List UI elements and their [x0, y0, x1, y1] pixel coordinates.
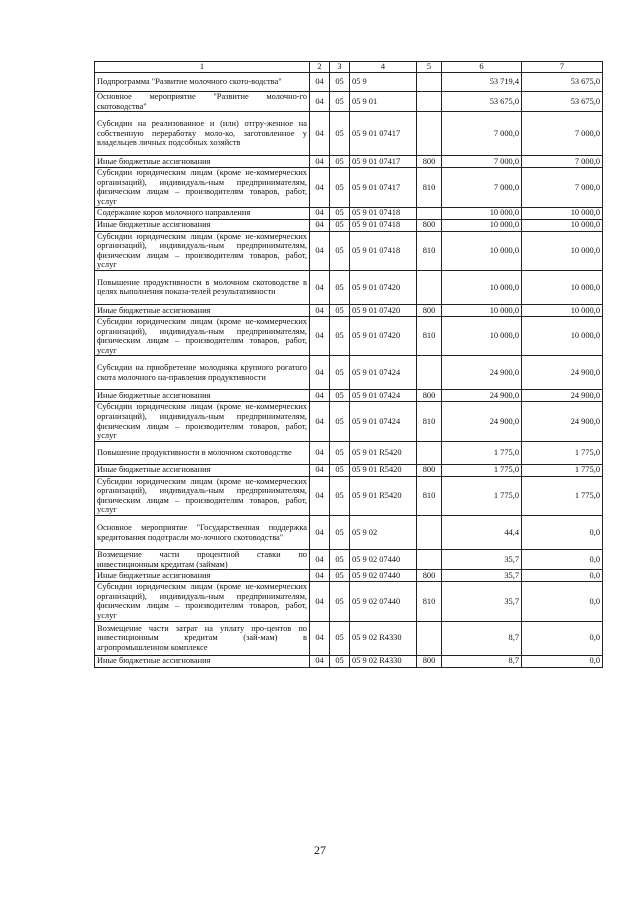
subsection-code: 05 [330, 73, 350, 92]
target-article-code: 05 9 01 07417 [350, 112, 417, 156]
section-code: 04 [310, 582, 330, 621]
section-code: 04 [310, 550, 330, 570]
expense-type-code [417, 112, 442, 156]
section-code: 04 [310, 92, 330, 112]
target-article-code: 05 9 01 [350, 92, 417, 112]
expense-type-code: 800 [417, 390, 442, 402]
amount-year-2: 10 000,0 [522, 270, 603, 304]
expense-type-code [417, 441, 442, 464]
amount-year-1: 10 000,0 [442, 219, 522, 231]
table-row [95, 231, 603, 270]
target-article-code: 05 9 01 07418 [350, 219, 417, 231]
expense-type-code: 810 [417, 316, 442, 355]
amount-year-2: 0,0 [522, 621, 603, 655]
amount-year-2: 0,0 [522, 550, 603, 570]
subsection-code: 05 [330, 441, 350, 464]
amount-year-2: 53 675,0 [522, 73, 603, 92]
table-row [95, 441, 603, 464]
item-name: Иные бюджетные ассигнования [95, 219, 310, 231]
target-article-code: 05 9 01 07424 [350, 402, 417, 441]
section-code: 04 [310, 156, 330, 168]
subsection-code: 05 [330, 304, 350, 316]
item-name: Иные бюджетные ассигнования [95, 156, 310, 168]
target-article-code: 05 9 01 07417 [350, 168, 417, 207]
table-row [95, 270, 603, 304]
subsection-code: 05 [330, 112, 350, 156]
amount-year-1: 24 900,0 [442, 390, 522, 402]
amount-year-1: 7 000,0 [442, 168, 522, 207]
target-article-code: 05 9 01 R5420 [350, 441, 417, 464]
expense-type-code [417, 621, 442, 655]
header-cell-2: 2 [310, 62, 330, 73]
amount-year-1: 8,7 [442, 621, 522, 655]
table-row [95, 582, 603, 621]
target-article-code: 05 9 01 07420 [350, 270, 417, 304]
amount-year-2: 0,0 [522, 582, 603, 621]
header-cell-4: 4 [350, 62, 417, 73]
table-row [95, 219, 603, 231]
item-name: Иные бюджетные ассигнования [95, 390, 310, 402]
amount-year-1: 24 900,0 [442, 402, 522, 441]
amount-year-1: 1 775,0 [442, 476, 522, 515]
subsection-code: 05 [330, 390, 350, 402]
amount-year-2: 7 000,0 [522, 112, 603, 156]
table-row [95, 464, 603, 476]
item-name: Повышение продуктивности в молочном скотоводстве в целях выполнения показа-телей результативности [95, 270, 310, 304]
amount-year-2: 0,0 [522, 655, 603, 667]
item-name: Возмещение части затрат на уплату про-центов по инвестиционным кредитам (зай-мам) в агропромышленном комплексе [95, 621, 310, 655]
item-name: Повышение продуктивности в молочном скотоводстве [95, 441, 310, 464]
section-code: 04 [310, 516, 330, 550]
header-cell-5: 5 [417, 62, 442, 73]
subsection-code: 05 [330, 156, 350, 168]
table-body [95, 62, 603, 668]
amount-year-1: 53 719,4 [442, 73, 522, 92]
expense-type-code [417, 550, 442, 570]
item-name: Основное мероприятие "Государственная поддержка кредитования подотрасли мо-лочного скотоводства" [95, 516, 310, 550]
expense-type-code: 810 [417, 476, 442, 515]
header-cell-6: 6 [442, 62, 522, 73]
amount-year-2: 0,0 [522, 570, 603, 582]
amount-year-2: 10 000,0 [522, 207, 603, 219]
table-row [95, 402, 603, 441]
subsection-code: 05 [330, 582, 350, 621]
amount-year-1: 1 775,0 [442, 441, 522, 464]
subsection-code: 05 [330, 270, 350, 304]
amount-year-1: 7 000,0 [442, 156, 522, 168]
section-code: 04 [310, 356, 330, 390]
subsection-code: 05 [330, 356, 350, 390]
amount-year-2: 0,0 [522, 516, 603, 550]
item-name: Субсидии юридическим лицам (кроме не-коммерческих организаций), индивидуаль-ным предпринимателям, физическим лицам – производителям товаров, работ, услуг [95, 402, 310, 441]
expense-type-code: 810 [417, 582, 442, 621]
table-row [95, 92, 603, 112]
section-code: 04 [310, 168, 330, 207]
amount-year-1: 10 000,0 [442, 316, 522, 355]
expense-type-code: 800 [417, 156, 442, 168]
section-code: 04 [310, 270, 330, 304]
table-row [95, 156, 603, 168]
table-row [95, 112, 603, 156]
amount-year-1: 10 000,0 [442, 304, 522, 316]
header-cell-3: 3 [330, 62, 350, 73]
item-name: Субсидии юридическим лицам (кроме не-коммерческих организаций), индивидуаль-ным предпринимателям, физическим лицам – производителям товаров, работ, услуг [95, 476, 310, 515]
section-code: 04 [310, 464, 330, 476]
target-article-code: 05 9 01 07417 [350, 156, 417, 168]
table-row [95, 550, 603, 570]
amount-year-1: 24 900,0 [442, 356, 522, 390]
target-article-code: 05 9 02 07440 [350, 550, 417, 570]
amount-year-1: 10 000,0 [442, 231, 522, 270]
subsection-code: 05 [330, 464, 350, 476]
amount-year-1: 44,4 [442, 516, 522, 550]
section-code: 04 [310, 621, 330, 655]
item-name: Субсидии юридическим лицам (кроме не-коммерческих организаций), индивидуаль-ным предпринимателям, физическим лицам – производителям товаров, работ, услуг [95, 168, 310, 207]
table-row [95, 73, 603, 92]
amount-year-2: 10 000,0 [522, 231, 603, 270]
expense-type-code: 810 [417, 231, 442, 270]
amount-year-1: 8,7 [442, 655, 522, 667]
item-name: Иные бюджетные ассигнования [95, 464, 310, 476]
amount-year-2: 10 000,0 [522, 219, 603, 231]
expense-type-code: 810 [417, 402, 442, 441]
expense-type-code [417, 270, 442, 304]
target-article-code: 05 9 01 R5420 [350, 476, 417, 515]
header-row [95, 62, 603, 73]
target-article-code: 05 9 01 07418 [350, 231, 417, 270]
amount-year-2: 10 000,0 [522, 316, 603, 355]
subsection-code: 05 [330, 316, 350, 355]
item-name: Содержание коров молочного направления [95, 207, 310, 219]
subsection-code: 05 [330, 476, 350, 515]
amount-year-2: 1 775,0 [522, 476, 603, 515]
amount-year-2: 24 900,0 [522, 390, 603, 402]
table-row [95, 476, 603, 515]
section-code: 04 [310, 570, 330, 582]
budget-table [94, 61, 603, 668]
target-article-code: 05 9 [350, 73, 417, 92]
header-cell-1: 1 [95, 62, 310, 73]
amount-year-1: 35,7 [442, 570, 522, 582]
amount-year-2: 7 000,0 [522, 156, 603, 168]
subsection-code: 05 [330, 219, 350, 231]
subsection-code: 05 [330, 207, 350, 219]
target-article-code: 05 9 01 07424 [350, 356, 417, 390]
amount-year-2: 7 000,0 [522, 168, 603, 207]
expense-type-code [417, 207, 442, 219]
expense-type-code: 800 [417, 219, 442, 231]
table-row [95, 390, 603, 402]
target-article-code: 05 9 02 07440 [350, 582, 417, 621]
amount-year-1: 10 000,0 [442, 270, 522, 304]
amount-year-1: 35,7 [442, 582, 522, 621]
subsection-code: 05 [330, 621, 350, 655]
section-code: 04 [310, 207, 330, 219]
subsection-code: 05 [330, 402, 350, 441]
section-code: 04 [310, 441, 330, 464]
target-article-code: 05 9 01 R5420 [350, 464, 417, 476]
subsection-code: 05 [330, 655, 350, 667]
section-code: 04 [310, 112, 330, 156]
amount-year-2: 24 900,0 [522, 402, 603, 441]
amount-year-1: 7 000,0 [442, 112, 522, 156]
target-article-code: 05 9 01 07418 [350, 207, 417, 219]
table-row [95, 316, 603, 355]
section-code: 04 [310, 73, 330, 92]
expense-type-code: 800 [417, 570, 442, 582]
section-code: 04 [310, 402, 330, 441]
item-name: Иные бюджетные ассигнования [95, 655, 310, 667]
item-name: Субсидии на приобретение молодняка крупного рогатого скота молочного на-правления продуктивности [95, 356, 310, 390]
item-name: Субсидии юридическим лицам (кроме не-коммерческих организаций), индивидуаль-ным предпринимателям, физическим лицам – производителям товаров, работ, услуг [95, 231, 310, 270]
subsection-code: 05 [330, 168, 350, 207]
item-name: Возмещение части процентной ставки по инвестиционным кредитам (займам) [95, 550, 310, 570]
item-name: Субсидии юридическим лицам (кроме не-коммерческих организаций), индивидуаль-ным предпринимателям, физическим лицам – производителям товаров, работ, услуг [95, 582, 310, 621]
expense-type-code [417, 73, 442, 92]
expense-type-code: 800 [417, 464, 442, 476]
table-row [95, 356, 603, 390]
expense-type-code: 800 [417, 304, 442, 316]
section-code: 04 [310, 316, 330, 355]
table-row [95, 621, 603, 655]
target-article-code: 05 9 02 R4330 [350, 655, 417, 667]
subsection-code: 05 [330, 570, 350, 582]
section-code: 04 [310, 390, 330, 402]
section-code: 04 [310, 476, 330, 515]
amount-year-1: 10 000,0 [442, 207, 522, 219]
page-number: 27 [314, 843, 326, 857]
subsection-code: 05 [330, 231, 350, 270]
amount-year-2: 1 775,0 [522, 441, 603, 464]
table-row [95, 570, 603, 582]
table-row [95, 168, 603, 207]
expense-type-code [417, 356, 442, 390]
table-row [95, 516, 603, 550]
expense-type-code: 810 [417, 168, 442, 207]
item-name: Основное мероприятие "Развитие молочно-го скотоводства" [95, 92, 310, 112]
target-article-code: 05 9 01 07420 [350, 304, 417, 316]
table-row [95, 655, 603, 667]
item-name: Иные бюджетные ассигнования [95, 570, 310, 582]
target-article-code: 05 9 01 07424 [350, 390, 417, 402]
amount-year-2: 24 900,0 [522, 356, 603, 390]
section-code: 04 [310, 219, 330, 231]
amount-year-2: 1 775,0 [522, 464, 603, 476]
amount-year-1: 1 775,0 [442, 464, 522, 476]
target-article-code: 05 9 02 [350, 516, 417, 550]
amount-year-1: 35,7 [442, 550, 522, 570]
table-row [95, 304, 603, 316]
amount-year-2: 53 675,0 [522, 92, 603, 112]
section-code: 04 [310, 655, 330, 667]
target-article-code: 05 9 02 07440 [350, 570, 417, 582]
header-cell-7: 7 [522, 62, 603, 73]
expense-type-code [417, 92, 442, 112]
section-code: 04 [310, 231, 330, 270]
target-article-code: 05 9 01 07420 [350, 316, 417, 355]
subsection-code: 05 [330, 92, 350, 112]
item-name: Субсидии на реализованное и (или) отгру-женное на собственную переработку моло-ко, заготовленное у владельцев личных подсобных хозяйств [95, 112, 310, 156]
expense-type-code: 800 [417, 655, 442, 667]
item-name: Подпрограмма "Развитие молочного ското-водства" [95, 73, 310, 92]
amount-year-2: 10 000,0 [522, 304, 603, 316]
section-code: 04 [310, 304, 330, 316]
subsection-code: 05 [330, 516, 350, 550]
expense-type-code [417, 516, 442, 550]
amount-year-1: 53 675,0 [442, 92, 522, 112]
target-article-code: 05 9 02 R4330 [350, 621, 417, 655]
item-name: Субсидии юридическим лицам (кроме не-коммерческих организаций), индивидуаль-ным предпринимателям, физическим лицам – производителям товаров, работ, услуг [95, 316, 310, 355]
table-row [95, 207, 603, 219]
item-name: Иные бюджетные ассигнования [95, 304, 310, 316]
subsection-code: 05 [330, 550, 350, 570]
